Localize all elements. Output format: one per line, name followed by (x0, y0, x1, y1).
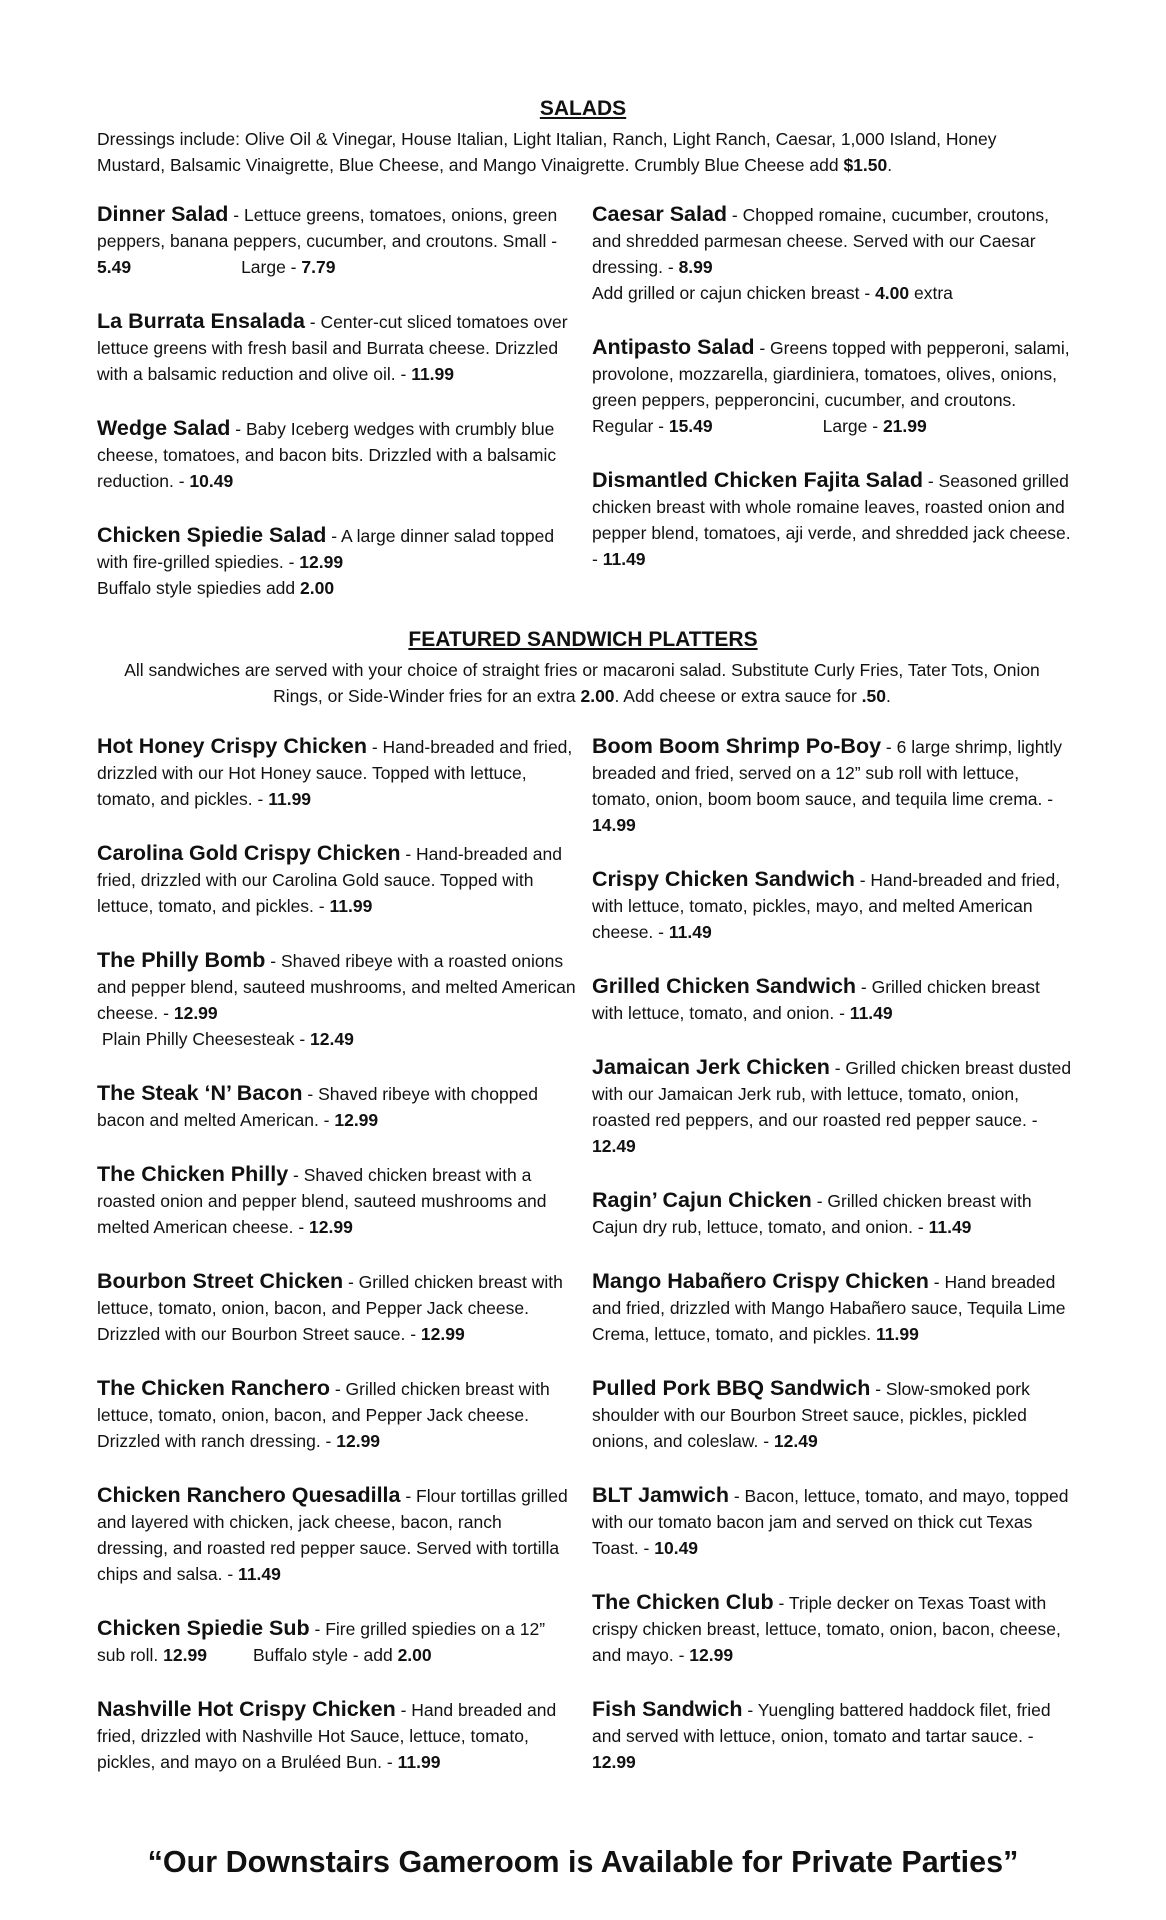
item-price: 11.99 (876, 1324, 919, 1344)
sandwiches-title: FEATURED SANDWICH PLATTERS (408, 628, 758, 651)
item-name: Bourbon Street Chicken (97, 1269, 344, 1293)
item-name: Dismantled Chicken Fajita Salad (592, 468, 923, 492)
item-name: Caesar Salad (592, 202, 728, 226)
item-description: - Shaved ribeye with a roasted onions and pepper blend, sauteed mushrooms, and melted American cheese. - (97, 951, 576, 1023)
menu-item-dinner-salad (97, 201, 577, 280)
item-name: Ragin’ Cajun Chicken (592, 1188, 812, 1212)
item-price: 11.99 (397, 1752, 441, 1772)
item-note: Plain Philly Cheesesteak - 12.49 (97, 1029, 354, 1049)
menu-item-chicken-ranchero-quesadilla (97, 1482, 577, 1587)
item-name: The Chicken Ranchero (97, 1376, 330, 1400)
item-price: 11.99 (329, 896, 373, 916)
item-description: - Lettuce greens, tomatoes, onions, green peppers, banana peppers, cucumber, and croutons. Small - (97, 205, 558, 251)
salads-left-column (97, 201, 577, 629)
item-price: 12.49 (592, 1136, 636, 1156)
menu-item-dismantled-chicken-fajita-salad (592, 467, 1072, 572)
item-name: Boom Boom Shrimp Po-Boy (592, 734, 882, 758)
item-name: Dinner Salad (97, 202, 229, 226)
item-name: Crispy Chicken Sandwich (592, 867, 855, 891)
menu-item-carolina-gold-crispy-chicken (97, 840, 577, 919)
item-note: Add grilled or cajun chicken breast - 4.00 extra (592, 283, 953, 303)
item-price: 5.49 (97, 257, 132, 277)
menu-item-crispy-chicken-sandwich (592, 866, 1072, 945)
item-price: 12.49 (773, 1431, 818, 1451)
menu-item-ragin-cajun-chicken (592, 1187, 1072, 1240)
menu-item-blt-jamwich (592, 1482, 1072, 1561)
item-name: Hot Honey Crispy Chicken (97, 734, 367, 758)
menu-item-the-philly-bomb (97, 947, 577, 1052)
item-extra-label: Buffalo style - add (252, 1645, 398, 1665)
item-name: Wedge Salad (97, 416, 231, 440)
item-description: - Grilled chicken breast with lettuce, tomato, onion, bacon, and Pepper Jack cheese. Drizzled with our Bourbon Street sauce. - (97, 1272, 563, 1344)
item-price: 12.99 (299, 552, 344, 572)
item-name: Carolina Gold Crispy Chicken (97, 841, 401, 865)
item-name: Grilled Chicken Sandwich (592, 974, 857, 998)
item-description: - Triple decker on Texas Toast with crispy chicken breast, lettuce, tomato, onion, bacon, cheese, and mayo. - (592, 1593, 1061, 1665)
menu-item-pulled-pork-bbq-sandwich (592, 1375, 1072, 1454)
item-name: Mango Habañero Crispy Chicken (592, 1269, 929, 1293)
item-price: 12.99 (420, 1324, 465, 1344)
item-description: - Grilled chicken breast with lettuce, tomato, onion, bacon, and Pepper Jack cheese. Drizzled with ranch dressing. - (97, 1379, 550, 1451)
item-name: The Steak ‘N’ Bacon (97, 1081, 303, 1105)
menu-item-jamaican-jerk-chicken (592, 1054, 1072, 1159)
item-price: 12.99 (336, 1431, 381, 1451)
menu-item-nashville-hot-crispy-chicken (97, 1696, 577, 1775)
item-name: Antipasto Salad (592, 335, 755, 359)
menu-item-fish-sandwich (592, 1696, 1072, 1775)
item-description: - Yuengling battered haddock filet, fried and served with lettuce, onion, tomato and tartar sauce. - (592, 1700, 1051, 1746)
menu-item-la-burrata-ensalada (97, 308, 577, 387)
salads-intro: Dressings include: Olive Oil & Vinegar, House Italian, Light Italian, Ranch, Light Ranch, Caesar, 1,000 Island, Honey Mustard, Balsamic Vinaigrette, Blue Cheese, and Mango Vinaigrette. Crumbly Blue Cheese add $1.50. (97, 129, 997, 175)
item-price: 15.49 (668, 416, 713, 436)
item-description: - Grilled chicken breast with Cajun dry rub, lettuce, tomato, and onion. - (592, 1191, 1032, 1237)
item-name: BLT Jamwich (592, 1483, 729, 1507)
footer-banner: “Our Downstairs Gameroom is Available for Private Parties” (147, 1845, 1019, 1879)
item-price: 12.99 (309, 1217, 353, 1237)
item-description: - Shaved chicken breast with a roasted onion and pepper blend, sauteed mushrooms and melted American cheese. - (97, 1165, 547, 1237)
item-description: - Hand-breaded and fried, drizzled with our Hot Honey sauce. Topped with lettuce, tomato, and pickles. - (97, 737, 573, 809)
item-description: - Shaved ribeye with chopped bacon and melted American. - (97, 1084, 538, 1130)
item-name: Jamaican Jerk Chicken (592, 1055, 830, 1079)
item-name: Chicken Ranchero Quesadilla (97, 1483, 401, 1507)
item-price: 12.99 (163, 1645, 207, 1665)
sandwiches-left-column (97, 733, 577, 1803)
item-name: Chicken Spiedie Sub (97, 1616, 310, 1640)
item-extra-label: Large - (822, 416, 883, 436)
item-extra-price: 21.99 (882, 416, 927, 436)
item-name: Pulled Pork BBQ Sandwich (592, 1376, 871, 1400)
item-name: Nashville Hot Crispy Chicken (97, 1697, 396, 1721)
item-price: 12.99 (173, 1003, 218, 1023)
item-price: 11.49 (238, 1564, 281, 1584)
item-price: 14.99 (592, 815, 636, 835)
item-name: The Philly Bomb (97, 948, 266, 972)
item-price: 11.99 (411, 364, 455, 384)
item-price: 12.99 (592, 1752, 636, 1772)
item-name: Fish Sandwich (592, 1697, 743, 1721)
menu-item-the-steak-n-bacon (97, 1080, 577, 1133)
item-name: La Burrata Ensalada (97, 309, 305, 333)
item-price: 8.99 (678, 257, 713, 277)
menu-item-antipasto-salad (592, 334, 1072, 439)
item-price: 10.49 (189, 471, 234, 491)
menu-item-mango-habanero-crispy-chicken (592, 1268, 1072, 1347)
menu-item-wedge-salad (97, 415, 577, 494)
item-extra-price: 2.00 (397, 1645, 432, 1665)
item-price: 11.49 (602, 549, 646, 569)
item-extra-price: 7.79 (301, 257, 336, 277)
item-description: - Grilled chicken breast dusted with our Jamaican Jerk rub, with lettuce, tomato, onion, roasted red peppers, and our roasted red pepper sauce. - (592, 1058, 1072, 1130)
item-description: - Hand-breaded and fried, with lettuce, tomato, pickles, mayo, and melted American cheese. - (592, 870, 1061, 942)
sandwiches-intro: All sandwiches are served with your choice of straight fries or macaroni salad. Substitute Curly Fries, Tater Tots, Onion Rings, or Side-Winder fries for an extra 2.00. Add cheese or extra sauce for .50. (124, 660, 1040, 706)
item-description: - Hand-breaded and fried, drizzled with our Carolina Gold sauce. Topped with lettuce, tomato, and pickles. - (97, 844, 562, 916)
menu-item-the-chicken-club (592, 1589, 1072, 1668)
salads-right-column (592, 201, 1072, 600)
item-description: - Grilled chicken breast with lettuce, tomato, and onion. - (592, 977, 1040, 1023)
item-note: Buffalo style spiedies add 2.00 (97, 578, 335, 598)
menu-item-caesar-salad (592, 201, 1072, 306)
sandwiches-right-column (592, 733, 1072, 1803)
menu-item-grilled-chicken-sandwich (592, 973, 1072, 1026)
item-description: - Hand breaded and fried, drizzled with Mango Habañero sauce, Tequila Lime Crema, lettuce, tomato, and pickles. (592, 1272, 1066, 1344)
menu-item-hot-honey-crispy-chicken (97, 733, 577, 812)
item-price: 12.99 (334, 1110, 379, 1130)
menu-item-chicken-spiedie-sub (97, 1615, 577, 1668)
item-description: - Seasoned grilled chicken breast with whole romaine leaves, roasted onion and pepper blend, tomatoes, aji verde, and shredded jack cheese. - (592, 471, 1071, 569)
item-description: - Fire grilled spiedies on a 12” sub roll. (97, 1619, 546, 1665)
salads-title: SALADS (539, 97, 627, 120)
item-description: - Greens topped with pepperoni, salami, provolone, mozzarella, giardiniera, tomatoes, olives, onions, green peppers, pepperoncini, cucumber, and croutons. Regular - (592, 338, 1070, 436)
item-name: The Chicken Philly (97, 1162, 289, 1186)
item-name: Chicken Spiedie Salad (97, 523, 327, 547)
item-extra-label: Large - (241, 257, 302, 277)
item-description: - Center-cut sliced tomatoes over lettuce greens with fresh basil and Burrata cheese. Drizzled with a balsamic reduction and olive oil. - (97, 312, 568, 384)
item-description: - A large dinner salad topped with fire-grilled spiedies. - (97, 526, 555, 572)
item-description: - Baby Iceberg wedges with crumbly blue cheese, tomatoes, and bacon bits. Drizzled with a balsamic reduction. - (97, 419, 557, 491)
menu-item-bourbon-street-chicken (97, 1268, 577, 1347)
item-description: - Slow-smoked pork shoulder with our Bourbon Street sauce, pickles, pickled onions, and coleslaw. - (592, 1379, 1030, 1451)
menu-item-the-chicken-philly (97, 1161, 577, 1240)
item-price: 11.49 (668, 922, 712, 942)
item-price: 11.99 (268, 789, 312, 809)
item-price: 11.49 (849, 1003, 893, 1023)
item-description: - 6 large shrimp, lightly breaded and fried, served on a 12” sub roll with lettuce, tomato, onion, boom boom sauce, and tequila lime crema. - (592, 737, 1062, 809)
menu-item-boom-boom-shrimp-po-boy (592, 733, 1072, 838)
item-price: 12.99 (689, 1645, 734, 1665)
item-price: 11.49 (928, 1217, 972, 1237)
item-name: The Chicken Club (592, 1590, 774, 1614)
item-description: - Chopped romaine, cucumber, croutons, and shredded parmesan cheese. Served with our Caesar dressing. - (592, 205, 1050, 277)
item-price: 10.49 (654, 1538, 699, 1558)
item-description: - Flour tortillas grilled and layered with chicken, jack cheese, bacon, ranch dressing, and roasted red pepper sauce. Served with tortilla chips and salsa. - (97, 1486, 568, 1584)
menu-item-chicken-spiedie-salad (97, 522, 577, 601)
menu-item-the-chicken-ranchero (97, 1375, 577, 1454)
item-description: - Bacon, lettuce, tomato, and mayo, topped with our tomato bacon jam and served on thick cut Texas Toast. - (592, 1486, 1069, 1558)
item-description: - Hand breaded and fried, drizzled with Nashville Hot Sauce, lettuce, tomato, pickles, and mayo on a Bruléed Bun. - (97, 1700, 557, 1772)
